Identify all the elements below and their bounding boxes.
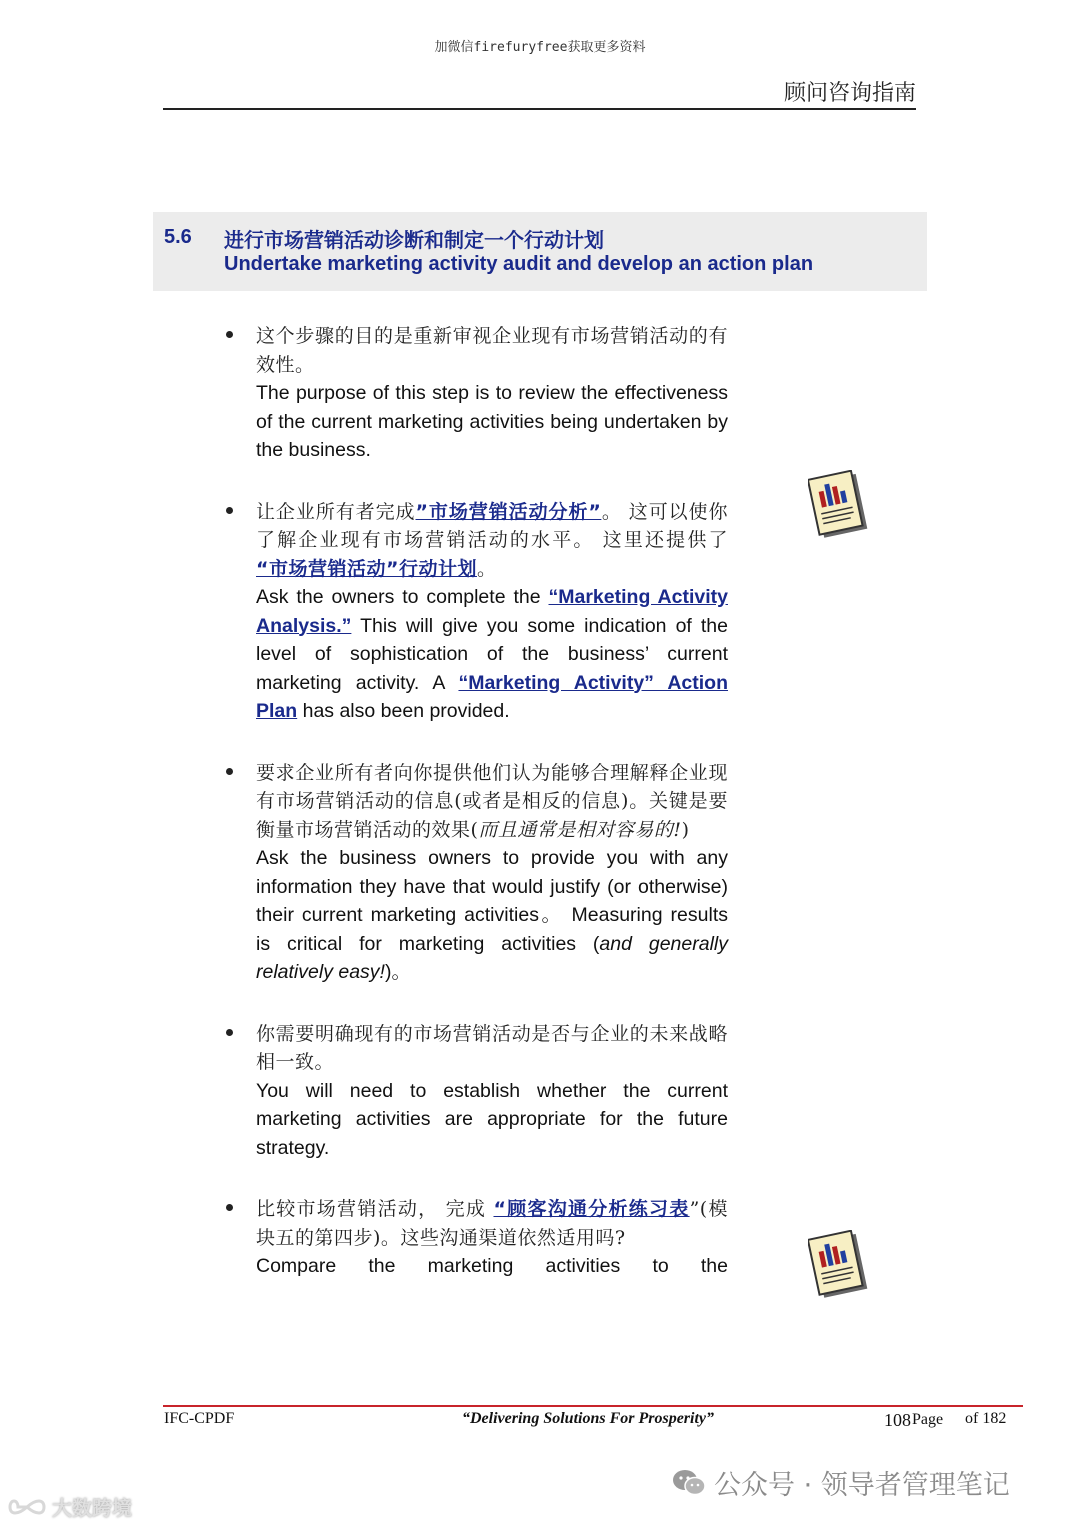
text-run: Ask the owners to complete the [256,586,549,608]
infinity-logo-icon [8,1495,46,1519]
item-text-zh [256,498,728,584]
running-header-title: 顾问咨询指南 [783,81,916,106]
corner-watermark-text: 大数跨境 [52,1496,132,1520]
marketing-activity-analysis-link-zh[interactable]: ”市场营销活动分析” [415,500,602,523]
worksheet-chart-icon[interactable] [808,470,870,542]
top-watermark: 加微信firefuryfree获取更多资料 [434,40,646,55]
header-divider [163,108,916,110]
text-run: 比较市场营销活动， 完成 [256,1198,494,1220]
italic-run: and generally relatively easy! [256,932,728,983]
item-text-en [256,583,728,726]
page-number: 108 [884,1410,911,1430]
page-total: of 182 [965,1410,1007,1427]
marketing-action-plan-link[interactable]: “Marketing Activity” Action Plan [256,671,729,722]
worksheet-chart-icon[interactable] [808,1230,870,1302]
item-text-zh: 你需要明确现有的市场营销活动是否与企业的未来战略相一致。 [256,1022,728,1073]
list-item [256,1020,728,1163]
footer-slogan: “Delivering Solutions For Prosperity” [462,1410,715,1427]
bullet-dot [226,768,233,775]
wechat-watermark [672,1463,1010,1502]
item-text-zh [256,1195,728,1252]
text-run: This will give you some indication of the level of sophistication of the business’ current marketing activity. A [256,614,728,694]
item-text-zh [256,759,728,845]
bullet-list [256,322,728,1314]
text-run: 。 [476,557,497,580]
footer-org: IFC-CPDF [164,1410,235,1427]
customer-communication-worksheet-link[interactable]: “顾客沟通分析练习表 [493,1198,690,1220]
wechat-icon [672,1468,706,1498]
section-title-en: Undertake marketing activity audit and develop an action plan [224,253,814,275]
footer-divider [163,1405,1023,1407]
text-run: 让企业所有者完成 [256,500,416,523]
item-text-en: You will need to establish whether the current marketing activities are appropriate for the future strategy. [256,1079,728,1159]
corner-watermark [8,1492,132,1521]
text-run: has also been provided. [297,700,510,722]
list-item [256,322,728,465]
marketing-action-plan-link-zh[interactable]: “市场营销活动”行动计划 [256,557,477,580]
bullet-dot [226,1204,233,1211]
item-text-en: The purpose of this step is to review the effectiveness of the current marketing activities being undertaken by the business. [256,382,728,461]
section-number: 5.6 [164,226,192,248]
bullet-dot [226,331,233,338]
item-text-en [256,844,728,987]
page-label: Page [912,1411,944,1428]
text-run: ”(模块五的第四步)。这些沟通渠道依然适用吗? [256,1198,728,1249]
item-text-en: Compare the marketing activities to the [256,1255,728,1277]
text-run: )。 [384,961,411,983]
wechat-account-text: 公众号 · 领导者管理笔记 [714,1470,1010,1501]
italic-run: 而且通常是相对容易的! [478,818,682,841]
marketing-activity-analysis-link[interactable]: “Marketing Activity Analysis.” [256,586,728,637]
list-item [256,759,728,987]
text-run: 要求企业所有者向你提供他们认为能够合理解释企业现有市场营销活动的信息(或者是相反的信息)。关键是要衡量市场营销活动的效果( [256,761,728,841]
bullet-dot [226,507,233,514]
text-run: Ask the business owners to provide you with any information they have that would justify (or otherwise) their current marketing activities。 Measuring results is critical for marketing activities ( [256,847,728,955]
bullet-dot [226,1029,233,1036]
item-text-zh: 这个步骤的目的是重新审视企业现有市场营销活动的有效性。 [256,325,728,376]
text-run: ) [681,818,690,841]
list-item [256,1195,728,1281]
list-item [256,498,728,726]
section-title-zh: 进行市场营销活动诊断和制定一个行动计划 [224,228,604,252]
text-run: 。 这可以使你了解企业现有市场营销活动的水平。 这里还提供了 [256,500,728,551]
